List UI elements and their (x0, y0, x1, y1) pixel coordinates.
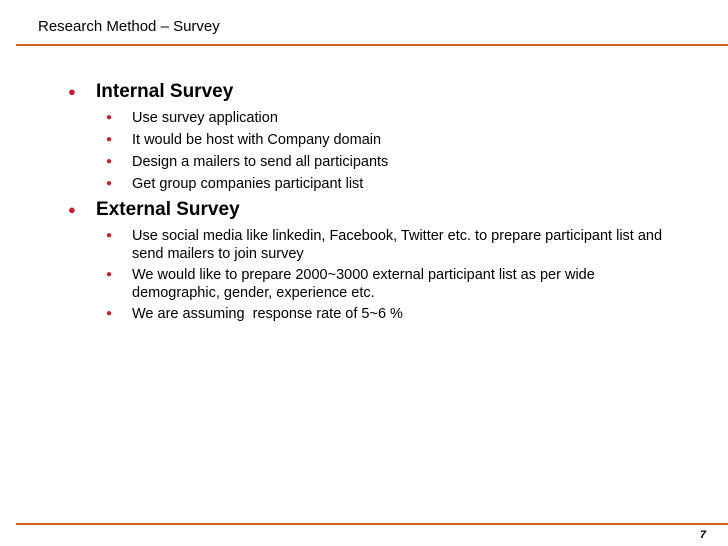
slide-title: Research Method – Survey (38, 18, 220, 35)
section-heading-label: External Survey (96, 199, 240, 220)
section-heading-label: Internal Survey (96, 81, 234, 102)
external-survey-list (66, 226, 686, 324)
list-item-text: We are assuming response rate of 5~6 % (132, 306, 403, 322)
bullet-dot-icon: ● (68, 84, 76, 99)
bullet-dot-icon: ● (106, 178, 113, 189)
list-item-text: Design a mailers to send all participants (132, 154, 389, 170)
list-item (102, 304, 686, 324)
list-item (102, 152, 686, 172)
bullet-dot-icon: ● (106, 308, 113, 319)
section-heading-external-survey (66, 198, 686, 222)
bullet-dot-icon: ● (106, 134, 113, 145)
bullet-dot-icon: ● (106, 156, 113, 167)
page-number: 7 (699, 529, 706, 541)
list-item (102, 265, 686, 302)
list-item (102, 130, 686, 150)
list-item-text: Use social media like linkedin, Facebook, Twitter etc. to prepare participant list and send mailers to join survey (132, 228, 663, 262)
list-item-text: Use survey application (132, 110, 278, 126)
section-heading-internal-survey (66, 80, 686, 104)
list-item-text: Get group companies participant list (132, 176, 364, 192)
list-item-text: It would be host with Company domain (132, 132, 382, 148)
header-divider (16, 44, 728, 46)
list-item (102, 108, 686, 128)
list-item (102, 226, 686, 263)
bullet-dot-icon: ● (106, 269, 113, 280)
footer-divider (16, 523, 728, 525)
bullet-dot-icon: ● (68, 202, 76, 217)
internal-survey-list (66, 108, 686, 194)
bullet-dot-icon: ● (106, 230, 113, 241)
bullet-content (66, 80, 686, 328)
list-item (102, 174, 686, 194)
list-item-text: We would like to prepare 2000~3000 external participant list as per wide demographic, gender, experience etc. (132, 267, 595, 301)
bullet-dot-icon: ● (106, 112, 113, 123)
